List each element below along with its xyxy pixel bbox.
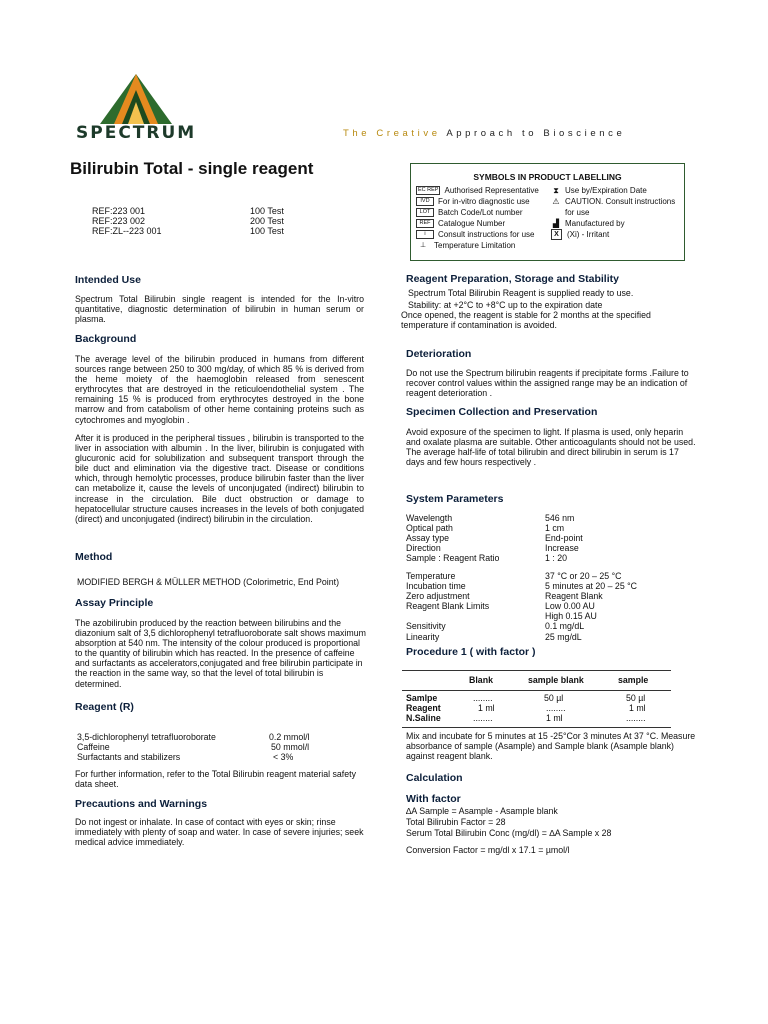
- system-parameters-heading: System Parameters: [406, 493, 504, 505]
- parameter-row: Sensitivity 0.1 mg/dL: [406, 621, 585, 632]
- procedure-note: Mix and incubate for 5 minutes at 15 -25°Cor 3 minutes At 37 °C. Measure absorbance of sample (Asample) and Sample blank (Asample blank) against reagent blank.: [406, 731, 696, 762]
- tagline-part-1: The Creative: [343, 128, 441, 139]
- parameter-row: Direction Increase: [406, 543, 579, 554]
- reagent-prep-line-2: Stability: at +2°C to +8°C up to the expiration date: [408, 300, 603, 310]
- parameter-row: Optical path 1 cm: [406, 523, 565, 534]
- parameter-row: Assay type End-point: [406, 533, 583, 544]
- intended-use-heading: Intended Use: [75, 274, 141, 286]
- method-text: MODIFIED BERGH & MÜLLER METHOD (Colorimetric, End Point): [77, 577, 339, 587]
- thermometer-icon: ⊥: [419, 242, 427, 249]
- symbol-row: i Consult instructions for use: [416, 229, 551, 240]
- background-heading: Background: [75, 333, 137, 345]
- calculation-line-1: ∆A Sample = Asample - Asample blank: [406, 806, 558, 816]
- ref-code: REF:223 001: [92, 206, 146, 216]
- symbol-row: ⚠ CAUTION. Consult instructions: [552, 197, 676, 206]
- method-heading: Method: [75, 551, 113, 563]
- procedure-top-rule: [402, 670, 671, 671]
- ref-tests: 100 Test: [250, 226, 284, 236]
- system-parameters-table-2: [406, 571, 637, 642]
- intended-use-text: Spectrum Total Bilirubin single reagent is intended for the In-vitro quantitative, diagnostic determination of bilirubin in human serum or plasma.: [75, 294, 364, 325]
- lot-icon: LOT: [416, 208, 434, 217]
- tagline-part-2: Approach to Bioscience: [446, 128, 626, 139]
- reagent-row: Caffeine 50 mmol/l: [77, 742, 310, 753]
- calculation-line-4: Conversion Factor = mg/dl x 17.1 = µmol/l: [406, 845, 570, 855]
- ref-tests: 100 Test: [250, 206, 284, 216]
- reagent-prep-line-1: Spectrum Total Bilirubin Reagent is supplied ready to use.: [408, 288, 634, 298]
- procedure-heading: Procedure 1 ( with factor ): [406, 646, 536, 658]
- symbol-row: LOT Batch Code/Lot number: [416, 207, 551, 218]
- procedure-row: Samlpe ........ 50 µl 50 µl: [406, 693, 646, 703]
- symbols-box: [410, 163, 685, 261]
- parameter-row: Temperature 37 °C or 20 – 25 °C: [406, 571, 622, 581]
- specimen-text: Avoid exposure of the specimen to light. If plasma is used, only heparin and oxalate plasma are suitable. Other anticoagulants should not be used. The average half-life of total bilirubin and direct bilirubin in serum is 17 days and few hours respectively .: [406, 427, 696, 468]
- ref-row: [92, 216, 292, 226]
- symbol-row: for use: [565, 208, 590, 217]
- parameter-row: Linearity 25 mg/dL: [406, 631, 582, 642]
- hourglass-icon: ⧗: [553, 186, 559, 195]
- column-sample-blank: sample blank: [528, 675, 584, 685]
- parameter-row: High 0.15 AU: [545, 611, 597, 622]
- ref-row: [92, 226, 292, 236]
- procedure-bottom-rule: [402, 727, 671, 728]
- symbol-row: IVD For in-vitro diagnostic use: [416, 196, 551, 207]
- procedure-row: N.Saline ........ 1 ml ........: [406, 713, 646, 723]
- symbol-row: X (Xi) - Irritant: [551, 229, 681, 240]
- procedure-rows: [406, 694, 671, 724]
- calculation-line-3: Serum Total Bilirubin Conc (mg/dl) = ∆A Sample x 28: [406, 828, 612, 838]
- deterioration-text: Do not use the Spectrum bilirubin reagents if precipitate forms .Failure to recover control values within the assigned range may be an indication of reagent deterioration .: [406, 368, 689, 399]
- tagline: [343, 128, 625, 139]
- background-text-1: The average level of the bilirubin produced in humans from different sources range between 250 to 300 mg/day, of which 85 % is derived from the heme moiety of the haemoglobin released from senescent erythrocytes that are destroyed in the reticuloendothelial system . The remaining 15 % is produced from erythrocytes destroyed in the bone marrow and from catabolism of other heme containing proteins such as cytochromes and myoglobin .: [75, 354, 364, 425]
- specimen-heading: Specimen Collection and Preservation: [406, 406, 598, 418]
- calculation-line-2: Total Bilirubin Factor = 28: [406, 817, 506, 827]
- reagent-note: For further information, refer to the Total Bilirubin reagent material safety data sheet.: [75, 769, 356, 790]
- parameter-row: Incubation time 5 minutes at 20 – 25 °C: [406, 581, 638, 592]
- page-title: Bilirubin Total - single reagent: [70, 159, 314, 178]
- procedure-header-rule: [402, 690, 671, 691]
- ivd-icon: IVD: [416, 197, 434, 206]
- ref-code: REF:223 002: [92, 216, 146, 226]
- irritant-icon: X: [551, 229, 562, 240]
- ref-list: [92, 206, 292, 236]
- calculation-heading: Calculation: [406, 772, 463, 784]
- symbol-row: ⊥ Temperature Limitation: [416, 240, 551, 251]
- parameter-row: Sample : Reagent Ratio 1 : 20: [406, 553, 568, 564]
- assay-principle-text: The azobilirubin produced by the reaction between bilirubins and the diazonium salt of 3,5 dichlorophenyl tetrafluoroborate salt shows maximum absorption at 540 nm. The intensity of the colour produced is proportional to the quantity of bilirubin which has reacted. In the presence of caffeine and surfactants as accelerators,conjugated and free bilirubin participate in the reaction in the same way, so that the level of total bilirubin is determined.: [75, 618, 366, 689]
- parameter-row: Wavelength 546 nm: [406, 513, 575, 523]
- symbols-title: SYMBOLS IN PRODUCT LABELLING: [473, 172, 622, 182]
- parameter-row: Zero adjustment Reagent Blank: [406, 591, 603, 602]
- symbol-row: ⧗ Use by/Expiration Date: [551, 185, 681, 196]
- background-text-2: After it is produced in the peripheral tissues , bilirubin is transported to the liver in association with albumin . In the liver, bilirubin is conjugated with glucuronic acid for solubilization and subsequent transport through the bile duct and elimination via the digestive tract. Disease or conditions which, through hemolytic processes, produce bilirubin faster than the liver can metabolize it, cause the levels of unconjugated (indirect) bilirubin to increase in the circulation. Bile duct obstruction or damage to hepatocellular structure causes increases in the levels of both conjugated (direct) and unconjugated (indirect) bilirubin in the circulation.: [75, 433, 364, 524]
- ref-tests: 200 Test: [250, 216, 284, 226]
- parameter-row: Reagent Blank Limits Low 0.00 AU: [406, 601, 595, 612]
- symbol-row: ▟ Manufactured by: [552, 219, 625, 228]
- ref-code: REF:ZL--223 001: [92, 226, 162, 236]
- reagent-table: [77, 732, 310, 762]
- reagent-heading: Reagent (R): [75, 701, 134, 713]
- ref-icon: REF: [416, 219, 434, 228]
- caution-icon: ⚠: [552, 197, 560, 206]
- column-blank: Blank: [469, 675, 493, 685]
- reagent-row: Surfactants and stabilizers < 3%: [77, 752, 294, 763]
- reagent-prep-heading: Reagent Preparation, Storage and Stability: [406, 273, 619, 285]
- ref-row: [92, 206, 292, 216]
- factory-icon: ▟: [552, 219, 560, 228]
- precautions-text: Do not ingest or inhalate. In case of contact with eyes or skin; rinse immediately with plenty of soap and water. In case of severe injuries; seek medical advice immediately.: [75, 817, 364, 848]
- reagent-prep-line-3: Once opened, the reagent is stable for 2 months at the specified temperature if contamination is avoided.: [401, 310, 651, 331]
- ec-rep-icon: EC REP: [418, 187, 439, 193]
- procedure-row: Reagent 1 ml ........ 1 ml: [406, 703, 646, 713]
- assay-principle-heading: Assay Principle: [75, 597, 154, 609]
- calculation-subheading: With factor: [406, 793, 461, 805]
- logo: [96, 72, 176, 127]
- procedure-header: [402, 675, 671, 689]
- logo-mark-icon: [96, 72, 176, 127]
- system-parameters-table-1: [406, 513, 583, 563]
- column-sample: sample: [618, 675, 649, 685]
- brand-name: SPECTRUM: [76, 123, 197, 143]
- instructions-icon: i: [416, 230, 434, 239]
- deterioration-heading: Deterioration: [406, 348, 472, 360]
- reagent-row: 3,5-dichlorophenyl tetrafluoroborate 0.2 mmol/l: [77, 732, 310, 742]
- symbol-row: EC REP Authorised Representative: [418, 186, 539, 195]
- symbol-row: REF Catalogue Number: [416, 218, 551, 229]
- precautions-heading: Precautions and Warnings: [75, 798, 208, 810]
